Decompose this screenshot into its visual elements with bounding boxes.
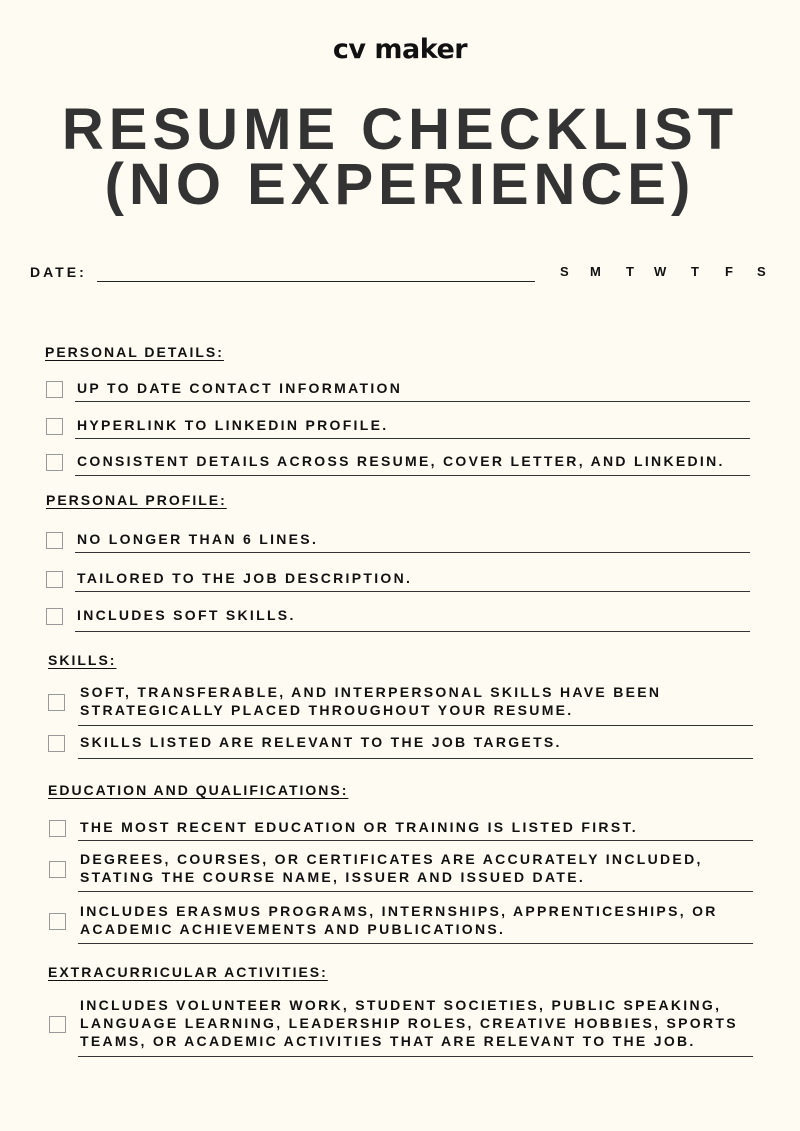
item-underline [75,475,750,476]
checkbox[interactable] [49,861,66,878]
checklist-item-text: STRATEGICALLY PLACED THROUGHOUT YOUR RESUME. [80,702,574,718]
checklist-item-text: INCLUDES VOLUNTEER WORK, STUDENT SOCIETIES, PUBLIC SPEAKING, [80,997,722,1013]
checklist-item-text: UP TO DATE CONTACT INFORMATION [77,380,403,396]
checkbox[interactable] [49,913,66,930]
checklist-item-text: TEAMS, OR ACADEMIC ACTIVITIES THAT ARE RELEVANT TO THE JOB. [80,1033,696,1049]
item-underline [78,840,753,841]
item-underline [78,891,753,892]
cv-maker-logo: cv maker [332,34,468,65]
day-4[interactable]: T [691,264,699,279]
checkbox[interactable] [46,608,63,625]
section-heading: SKILLS: [48,652,117,668]
checklist-item-text: STATING THE COURSE NAME, ISSUER AND ISSUED DATE. [80,869,586,885]
checkbox[interactable] [46,381,63,398]
checkbox[interactable] [49,1016,66,1033]
checkbox[interactable] [48,735,65,752]
checklist-item-text: LANGUAGE LEARNING, LEADERSHIP ROLES, CREATIVE HOBBIES, SPORTS [80,1015,738,1031]
checklist-item-text: DEGREES, COURSES, OR CERTIFICATES ARE ACCURATELY INCLUDED, [80,851,703,867]
checkbox[interactable] [46,454,63,471]
checkbox[interactable] [49,820,66,837]
checklist-item-text: SOFT, TRANSFERABLE, AND INTERPERSONAL SKILLS HAVE BEEN [80,684,662,700]
date-input-line[interactable] [97,281,535,282]
checkbox[interactable] [46,532,63,549]
item-underline [75,591,750,592]
checklist-item-text: TAILORED TO THE JOB DESCRIPTION. [77,570,413,586]
checkbox[interactable] [46,418,63,435]
checklist-item-text: THE MOST RECENT EDUCATION OR TRAINING IS LISTED FIRST. [80,819,638,835]
checklist-item-text: NO LONGER THAN 6 LINES. [77,531,319,547]
section-heading: EDUCATION AND QUALIFICATIONS: [48,782,349,798]
day-2[interactable]: T [626,264,634,279]
item-underline [75,401,750,402]
checklist-item-text: INCLUDES SOFT SKILLS. [77,607,296,623]
item-underline [78,758,753,759]
item-underline [75,552,750,553]
section-heading: EXTRACURRICULAR ACTIVITIES: [48,964,328,980]
checkbox[interactable] [46,571,63,588]
section-heading: PERSONAL DETAILS: [45,344,224,360]
checklist-item-text: HYPERLINK TO LINKEDIN PROFILE. [77,417,389,433]
day-0[interactable]: S [560,264,569,279]
item-underline [78,1056,753,1057]
date-label: DATE: [30,264,87,280]
day-5[interactable]: F [725,264,733,279]
checklist-item-text: CONSISTENT DETAILS ACROSS RESUME, COVER LETTER, AND LINKEDIN. [77,453,725,469]
item-underline [78,943,753,944]
day-3[interactable]: W [654,264,667,279]
page-title-line1: RESUME CHECKLIST [61,97,739,162]
day-1[interactable]: M [590,264,601,279]
item-underline [75,438,750,439]
checklist-item-text: ACADEMIC ACHIEVEMENTS AND PUBLICATIONS. [80,921,506,937]
page-title-line2: (NO EXPERIENCE) [104,152,696,217]
checklist-item-text: SKILLS LISTED ARE RELEVANT TO THE JOB TARGETS. [80,734,562,750]
section-heading: PERSONAL PROFILE: [46,492,227,508]
item-underline [75,631,750,632]
checkbox[interactable] [48,694,65,711]
day-6[interactable]: S [757,264,766,279]
checklist-item-text: INCLUDES ERASMUS PROGRAMS, INTERNSHIPS, APPRENTICESHIPS, OR [80,903,718,919]
item-underline [78,725,753,726]
